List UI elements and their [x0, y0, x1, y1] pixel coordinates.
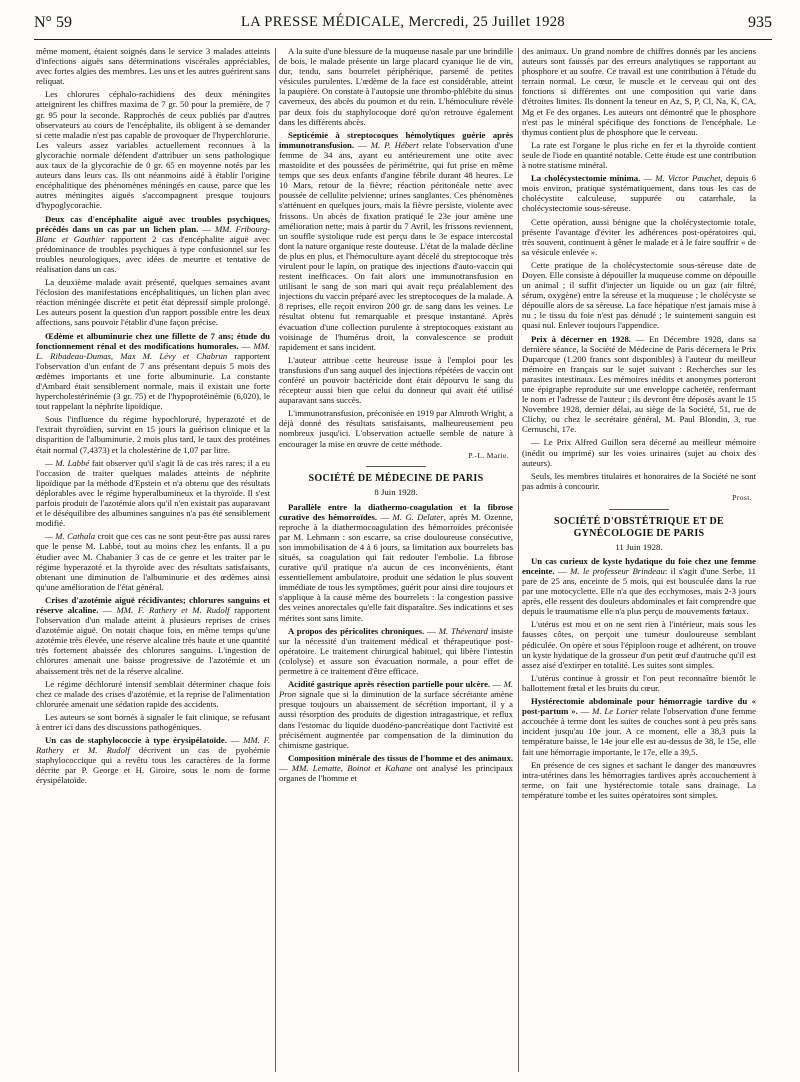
- commenter: — M. Cathala: [45, 531, 96, 542]
- article-body: , depuis 6 mois environ, pratique systématiquement, dans tous les cas de cholécystite calculeuse, suppurée ou catarrhale, la cholécystectomie sous-séreuse.: [522, 173, 756, 214]
- column-2: [279, 46, 513, 1076]
- article-body: ont analysé les principaux organes de l'homme et: [279, 762, 513, 783]
- issue-number: N° 59: [34, 14, 72, 31]
- column-divider-1: [275, 48, 276, 1072]
- article-entry: [36, 458, 270, 529]
- column-3: [522, 46, 756, 1076]
- paragraph: En présence de ces signes et sachant le danger des manœuvres intra-utérines dans les hémorragies tardives après accouchement à terme, on fait une hystérectomie totale sans drainage. La température tombe et les suites opératoires sont simples.: [522, 759, 756, 800]
- paragraph: Cette pratique de la cholécystectomie sous-séreuse date de Doyen. Elle consiste à dépouiller la muqueuse comme on dépouille un animal ; il suffit d'injecter un liquide ou un gaz (air filtré, sérum, oxygène) entre la séreuse et la muqueuse ; le cholécyste se dépouille alors de sa séreuse. La face hépatique n'est jamais mise à nu ; le tissu du foie n'est pas dénudé ; le suintement sanguin est quasi nul. Enlever toujours l'appendice.: [522, 259, 756, 331]
- society-title: SOCIÉTÉ D'OBSTÉTRIQUE ET DE GYNÉCOLOGIE DE PARIS: [554, 515, 724, 539]
- article-entry: Un cas de staphylococcie à type érysipélatoïde. — MM. F. Rathery et M. Rudolf décrivent un cas de pyohémie staphylococcique qui a revêtu tous les caractères de la forme décrite par P. George et H. Giroire, sous le nom de forme érysipélatoïde.: [36, 735, 270, 786]
- article-body: décrivent un cas de pyohémie staphylococcique qui a revêtu tous les caractères de la forme décrite par P. George et H. Giroire, sous le nom de forme érysipélatoïde.: [36, 745, 270, 786]
- article-entry: La cholécystectomie minima. — M. Victor Pauchet, depuis 6 mois environ, pratique systématiquement, dans tous les cas de cholécystite calculeuse, suppurée ou catarrhale, la cholécystectomie sous-séreuse.: [522, 173, 756, 214]
- article-title: Œdème et albuminurie chez une fillette de 7 ans; étude du fonctionnement rénal et des modifications humorales.: [36, 330, 270, 351]
- article-title: Parallèle entre la diathermo-coagulation et la fibrose curative des hémorroïdes.: [279, 501, 513, 522]
- article-entry: Œdème et albuminurie chez une fillette de 7 ans; étude du fonctionnement rénal et des modifications humorales. — MM. L. Ribadeau-Dumas, Max M. Lévy et Chabrun rapportent l'observation d'un enfant de 7 ans présentant depuis 5 mois des œdèmes importants et une forte albuminurie. La constante d'Ambard était sensiblement normale, mais il existait une forte hypercholestérinémie (3 gr. 75) et de l'hypoprotéinémie (6,020), le tout rappelant la néphrite lipoïdique.: [36, 330, 270, 412]
- paragraph: des animaux. Un grand nombre de chiffres donnés par les anciens auteurs sont faussés par des erreurs analytiques se rapportant au phosphore et au soufre. Ce travail est une contribution à l'étude du terrain normal. Le cœur, le muscle et le cerveau qui ont des fonctions si différentes ont une composition qui varie dans d'étroites limites. Ils donnent la teneur en Az, S, P, Cl, Na, K, CA, Mg et Fe des organes. Les auteurs ont démontré que le phosphore n'est pas le minéral spécifique des fonctions de l'encéphale. Le thymus contient plus de phosphore que le cerveau.: [522, 46, 756, 137]
- article-title: Composition minérale des tissus de l'homme et des animaux.: [288, 752, 513, 763]
- article-authors: MM. F. Rathery et M. Rudolf: [36, 735, 270, 756]
- header-rule: [34, 39, 772, 40]
- column-1: [36, 46, 270, 1076]
- article-body: — En Décembre 1928, dans sa dernière séance, la Société de Médecine de Paris décernera le Prix Duparcque (1.200 francs sont disponibles) à l'auteur du meilleur mémoire en français sur le sujet suivant : Recherches sur les parasites intestinaux. Les mémoires inédits et anonymes porteront une épigraphe reproduite sur une enveloppe cachetée, renfermant le nom et l'adresse de l'auteur ; ils devront être déposés avant le 15 Novembre 1928, dernier délai, au siège de la Société, 51, rue de Clichy, ou chez le secrétaire général, M. Paul Blondin, 3, rue Cernuschi, 17e.: [522, 333, 756, 435]
- paragraph: — Le Prix Alfred Guillon sera décerné au meilleur mémoire (inédit ou imprimé) sur les voies urinaires (sujet au choix des auteurs).: [522, 437, 756, 468]
- article-title: Hystérectomie abdominale pour hémorragie tardive du « post-partum ».: [522, 696, 756, 717]
- article-body: rapportent l'observation d'un malade atteint à plusieurs reprises de crises d'azotémie aiguë. On notait chaque fois, en même temps qu'une azotémie très élevée, une réserve alcaline très haute et une quantité très fortement abaissée des chlorures sanguins. L'ingestion de chlorures amenait une baisse progressive de l'azotémie et un abaissement très net de la réserve alcaline.: [36, 604, 270, 676]
- article-entry: Hystérectomie abdominale pour hémorragie tardive du « post-partum ». — M. Le Lorier relate l'observation d'une femme accouchée à terme dont les suites de couches sont à peu près sans incident jusqu'au 10e jour. A ce moment, elle a 38,3 puis la température baisse, le 14e jour elle est au-dessus de 38, le 15e, elle fait une hémorragie importante, le 17e, elle a 39,5.: [522, 696, 756, 757]
- paragraph: Les auteurs se sont bornés à signaler le fait clinique, se refusant à entrer ici dans des discussions pathogéniques.: [36, 711, 270, 732]
- article-title: A propos des péricolites chroniques.: [288, 625, 425, 636]
- article-authors: M. Pron: [279, 679, 513, 700]
- article-authors: MM. Fribourg-Blanc et Gauthier: [36, 223, 270, 244]
- article-title: La cholécystectomie minima.: [531, 173, 641, 184]
- page-number: 935: [748, 14, 772, 31]
- article-title: Deux cas d'encéphalite aiguë avec troubles psychiques, précédés dans un cas par un lichen plan.: [36, 213, 270, 234]
- article-title: Prix à décerner en 1928.: [531, 333, 631, 344]
- paragraph: A la suite d'une blessure de la muqueuse nasale par une brindille de bois, le malade présente un large placard cyanique lie de vin, dur, tendu, sans bourrelet périphérique, parsemé de petites vésicules purulentes. L'œdème de la face est considérable, atteint la paupière. On constate à l'autopsie une thrombo-phlébite du sinus caverneux, des abcès du poumon et du rein. L'hémoculture révèle par deux fois du staphylocoque doré qu'on retrouve également dans les différents abcès.: [279, 46, 513, 127]
- signature: P.-L. Marie.: [468, 450, 509, 460]
- article-entry: [522, 334, 756, 435]
- paragraph: même moment, étaient soignés dans le service 3 malades atteints d'infections aiguës sans déterminations viscérales appréciables, avec fortes algies des membres. Les uns et les autres guérirent sans reliquat.: [36, 46, 270, 87]
- article-body: relate l'observation d'une femme de 34 ans, ayant eu antérieurement une otite avec mastoïdite et des poussées de périmétrite, qui fut prise en même temps que ses deux enfants d'angine fébrile durant 48 heures. Le 10 Mars, retour de la fièvre; réaction péritonéale nette avec poussée de cellulite pelvienne; urines sanglantes. Ces phénomènes s'atténuent en quelques jours, mais la fièvre persiste, violente avec frissons. Un abcès de fixation pratiqué le 23e jour amène une amélioration nette; mais à partir du 7 Avril, les frissons reviennent, un souffle systolique rude est perçu dans le 3e espace intercostal dont la nature organique reste douteuse. L'état de la malade décline de plus en plus, et l'hémoculture ayant décelé du streptocoque très virulent pour le lapin, on pratique des injections d'auto-vaccin qui restent inefficaces. On fait alors une immunotransfusion en utilisant le sang de son mari qui avait reçu préalablement des injections du vaccin préparé avec les streptocoques de la malade. A 8 reprises, elle reçoit environ 200 gr. de sang dans les veines. Le résultat obtenu fut remarquable et presque instantané. Après évacuation d'une collection purulente à streptocoques existant au voisinage de l'humérus droit, la convalescence se produit rapidement et sans incident.: [279, 139, 513, 352]
- paragraph: La deuxième malade avait présenté, quelques semaines avant l'éclosion des manifestations encéphalitiques, un lichen plan avec réaction méningée discrète et petit état dépressif simple prolongé. Les auteurs posent la question d'un rapport possible entre les deux affections, sans pouvoir l'établir d'une façon précise.: [36, 277, 270, 328]
- article-title: Un cas de staphylococcie à type érysipélatoïde.: [45, 735, 227, 746]
- paragraph: L'immunotransfusion, préconisée en 1919 par Almroth Wright, a déjà donné des résultats satisfaisants, malheureusement peu nombreux jusqu'ici. L'observation actuelle semble de nature à encourager la mise en œuvre de cette méthode.: [279, 408, 513, 449]
- article-authors: MM. Lematte, Boinot et Kahane: [291, 762, 413, 773]
- article-authors: M. P. Hébert: [370, 139, 419, 150]
- paragraph: La rate est l'organe le plus riche en fer et la thyroïde contient seule de l'iode en quantité notable. Cette étude est une contribution à notre statisme minéral.: [522, 139, 756, 171]
- section-rule: [609, 509, 669, 510]
- article-entry: Acidité gastrique après résection partielle pour ulcère. — M. Pron signale que si la diminution de la surface sécrétante amène presque toujours un abaissement de sécrétion important, il y a aussi résorption des produits de digestion intragastrique, et reflux dans l'estomac du liquide duodéno-pancréatique dont l'activité est précisément augmentée par compensation de la diminution du chimisme gastrique.: [279, 679, 513, 750]
- article-entry: Parallèle entre la diathermo-coagulation et la fibrose curative des hémorroïdes. — M. G. Delater, après M. Ozenne, reproche à la diathermocoagulation des hémorroïdes préconisée par M. Lehmann : son escarre, sa crise douloureuse consécutive, son immobilisation de 4 à 6 jours, sa limitation aux bourrelets bas situés, sa coagulation qui fait redouter l'embolie. La fibrose curative qu'il pratique n'a aucun de ces inconvénients, étant essentiellement ambulatoire, produit une sédation le plus souvent immédiate de tous les symptômes, guérit pour ainsi dire toujours et s'applique à la cause même des bourrelets : la congestion passive des veines anorectales qu'elle fait disparaître. Ses indications et ses mérites sont sans limite.: [279, 501, 513, 623]
- article-authors: M. Victor Pauchet: [655, 173, 721, 184]
- paragraph: L'utérus continue à grossir et l'on peut reconnaître bientôt le ballottement fœtal et les bruits du cœur.: [522, 672, 756, 693]
- signature: Prost.: [732, 492, 752, 502]
- article-authors: M. le professeur Brindeau: [570, 565, 665, 576]
- section-rule: [366, 466, 426, 467]
- journal-title: LA PRESSE MÉDICALE, Mercredi, 25 Juillet 1928: [240, 14, 566, 30]
- article-entry: [36, 531, 270, 592]
- article-authors: MM. F. Rathery et M. Rudolf: [116, 604, 230, 615]
- session-date: 11 Juin 1928.: [615, 541, 663, 552]
- paragraph: Les chlorures céphalo-rachidiens des deux méningites atteignirent les chiffres maxima de 7 gr. 50 pour la première, de 7 gr. 95 pour la seconde. Rapprochés de ceux publiés par d'autres observateurs au cours de l'encéphalite, ils obligent à se demander si cette maladie n'est pas capable de provoquer de l'hyperchlorurie. Les valeurs assez variables actuellement reconnues à la glycorachie normale défendent d'attribuer un sens pathologique aux taux de la glycorachie de 0 gr. 65 en moyenne notés par les auteurs dans leurs cas. Ils ont néanmoins aidé à établir l'origine encéphalitique des phénomènes méningés en cause, parce que les autres méningites aiguës s'accompagnent presque toujours d'hypoglycorachie.: [36, 89, 270, 211]
- comment-body: fait observer qu'il s'agit là de cas très rares; il a eu l'occasion de traiter quelques malades atteints de néphrite lipoïdique par la méthode d'Epstein et n'a obtenu que des résultats déplorables avec le régime hyperalbumineux et la thyroïde. Il s'est parfois produit de l'azotémie alors qu'il n'en existait pas auparavant et le déséquilibre des albumines sanguines n'a pas été sensiblement modifié.: [36, 457, 270, 529]
- page-header: [34, 8, 772, 42]
- column-divider-2: [518, 48, 519, 1072]
- article-body: rapportent l'observation d'un enfant de 7 ans présentant depuis 5 mois des œdèmes importants et une forte albuminurie. La constante d'Ambard était sensiblement normale, mais il existait une forte hypercholestérinémie (3 gr. 75) et de l'hypoprotéinémie (6,020), le tout rappelant la néphrite lipoïdique.: [36, 350, 270, 412]
- session-date: 8 Juin 1928.: [374, 487, 418, 498]
- article-entry: Crises d'azotémie aiguë récidivantes; chlorures sanguins et réserve alcaline. — MM. F. Rathery et M. Rudolf rapportent l'observation d'un malade atteint à plusieurs reprises de crises d'azotémie aiguë. On notait chaque fois, en même temps qu'une azotémie très élevée, une réserve alcaline très haute et une quantité très fortement abaissée des chlorures sanguins. L'ingestion de chlorures amenait une baisse progressive de l'azotémie et un abaissement très net de la réserve alcaline.: [36, 594, 270, 676]
- paragraph: Cette opération, aussi bénigne que la cholécystectomie totale, présente l'avantage d'éviter les adhérences post-opératoires qui, très souvent, continuent à gêner le malade et à le faire souffrir « de sa vésicule enlevée ».: [522, 216, 756, 257]
- article-authors: M. G. Delater: [392, 511, 444, 522]
- article-body: signale que si la diminution de la surface sécrétante amène presque toujours un abaissement de sécrétion important, il y a aussi résorption des produits de digestion intragastrique, et reflux dans l'estomac du liquide duodéno-pancréatique dont l'activité est précisément augmentée par compensation de la diminution du chimisme gastrique.: [279, 689, 513, 750]
- paragraph: Le régime déchloruré intensif semblait déterminer chaque fois chez ce malade des crises d'azotémie, et la reprise de l'alimentation chlorurée amenait une sédation rapide des accidents.: [36, 678, 270, 709]
- paragraph: L'auteur attribue cette heureuse issue à l'emploi pour les transfusions d'un sang auquel des injections répétées de vaccin ont conféré un pouvoir bactéricide dont était dépourvu le sang du récepteur aussi bien que celui du donneur qui avait été utilisé auparavant sans succès.: [279, 354, 513, 406]
- article-authors: M. Le Lorier: [592, 706, 639, 717]
- article-authors: M. Thévenard: [438, 625, 488, 636]
- paragraph: Sous l'influence du régime hypochloruré, hyperazoté et de l'extrait thyroïdien, survint en 15 jours la guérison clinique et la disparition de l'albuminurie. 2 mois plus tard, le taux des protéines était normal (7,4373) et la cholestérine de 1,07 par litre.: [36, 414, 270, 455]
- article-entry: A propos des péricolites chroniques. — M. Thévenard insiste sur la nécessité d'un traitement médical et thérapeutique post-opératoire. Le traitement chirurgical habituel, qui libère l'intestin (cololyse) et assure son évacuation normale, a pour effet de permettre à ce traitement d'être efficace.: [279, 625, 513, 677]
- article-body: , après M. Ozenne, reproche à la diathermocoagulation des hémorroïdes préconisée par M. Lehmann : son escarre, sa crise douloureuse consécutive, son immobilisation de 4 à 6 jours, sa limitation aux bourrelets bas situés, sa coagulation qui fait redouter l'embolie. La fibrose curative qu'il pratique n'a aucun de ces inconvénients, étant essentiellement ambulatoire, produit une sédation le plus souvent immédiate de tous les symptômes, guérit pour ainsi dire toujours et s'applique à la cause même des bourrelets : la congestion passive des veines anorectales qu'elle fait disparaître. Ses indications et ses mérites sont sans limite.: [279, 511, 513, 623]
- article-body: relate l'observation d'une femme accouchée à terme dont les suites de couches sont à peu près sans incident jusqu'au 10e jour. A ce moment, elle a 38,3 puis la température baisse, le 14e jour elle est au-dessus de 38, le 15e, elle fait une hémorragie importante, le 17e, elle a 39,5.: [522, 706, 756, 757]
- article-body: rapportent 2 cas d'encéphalite aiguë avec prédominance de troubles psychiques à type confusionnel sur les troubles neurologiques, avec idées de meurtre et tentative de réalisation dans un cas.: [36, 233, 270, 274]
- article-title: Septicémie à streptocoques hémolytiques guérie après immunotransfusion.: [279, 129, 513, 150]
- article-title: Acidité gastrique après résection partielle pour ulcère.: [288, 679, 491, 690]
- article-entry: Septicémie à streptocoques hémolytiques guérie après immunotransfusion. — M. P. Hébert relate l'observation d'une femme de 34 ans, ayant eu antérieurement une otite avec mastoïdite et des poussées de périmétrite, qui fut prise en même temps que ses deux enfants d'angine fébrile durant 48 heures. Le 10 Mars, retour de la fièvre; réaction péritonéale nette avec poussée de cellulite pelvienne; urines sanglantes. Ces phénomènes s'atténuent en quelques jours, mais la fièvre persiste, violente avec frissons. Un abcès de fixation pratiqué le 23e jour amène une amélioration nette; mais à partir du 7 Avril, les frissons reviennent, un souffle systolique rude est perçu dans le 3e espace intercostal dont la nature organique reste douteuse. L'état de la malade décline de plus en plus, et l'hémoculture ayant décelé du streptocoque très virulent pour le lapin, on pratique des injections d'auto-vaccin qui restent inefficaces. On fait alors une immunotransfusion en utilisant le sang de son mari qui avait reçu préalablement des injections du vaccin préparé avec les streptocoques de la malade. A 8 reprises, elle reçoit environ 200 gr. de sang dans les veines. Le résultat obtenu fut remarquable et presque instantané. Après évacuation d'une collection purulente à streptocoques existant au voisinage de l'humérus droit, la convalescence se produit rapidement et sans incident.: [279, 129, 513, 352]
- article-entry: Deux cas d'encéphalite aiguë avec troubles psychiques, précédés dans un cas par un lichen plan. — MM. Fribourg-Blanc et Gauthier rapportent 2 cas d'encéphalite aiguë avec prédominance de troubles psychiques à type confusionnel sur les troubles neurologiques, avec idées de meurtre et tentative de réalisation dans un cas.: [36, 213, 270, 274]
- article-body: insiste sur la nécessité d'un traitement médical et thérapeutique post-opératoire. Le traitement chirurgical habituel, qui libère l'intestin (cololyse) et assure son évacuation normale, a pour effet de permettre à ce traitement d'être efficace.: [279, 625, 513, 677]
- commenter: — M. Labbé: [45, 457, 90, 468]
- article-entry: Composition minérale des tissus de l'homme et des animaux. — MM. Lematte, Boinot et Kahane ont analysé les principaux organes de l'homme et: [279, 752, 513, 783]
- article-body: : il s'agit d'une Serbe, 11 pare de 25 ans, enceinte de 5 mois, qui est bousculée dans la rue par une motocyclette. Elle n'a que des ecchymoses, mais 2-3 jours après, elle ressent des douleurs abdominales et fait comprendre que depuis le traumatisme elle n'a plus perçu de mouvements fœtaux.: [522, 565, 756, 617]
- article-title: Un cas curieux de kyste hydatique du foie chez une femme enceinte.: [522, 555, 756, 576]
- society-title: SOCIÉTÉ DE MÉDECINE DE PARIS: [308, 473, 484, 485]
- paragraph: Seuls, les membres titulaires et honoraires de la Société ne sont pas admis à concourir.: [522, 470, 756, 491]
- article-authors: MM. L. Ribadeau-Dumas, Max M. Lévy et Chabrun: [36, 340, 270, 361]
- article-title: Crises d'azotémie aiguë récidivantes; chlorures sanguins et réserve alcaline.: [36, 594, 270, 615]
- comment-body: croit que ces cas ne sont peut-être pas aussi rares que le pense M. Labbé, tout au moins chez les enfants. Il a pu étudier avec M. Chabanier 3 cas de ce genre et les traiter par le régime hyperazoté et la thyroïde avec des résultats satisfaisants, obtenant une diminution de l'albuminurie et des œdèmes ainsi qu'une amélioration de l'état général.: [36, 531, 270, 592]
- article-entry: Un cas curieux de kyste hydatique du foie chez une femme enceinte. — M. le professeur Brindeau: il s'agit d'une Serbe, 11 pare de 25 ans, enceinte de 5 mois, qui est bousculée dans la rue par une motocyclette. Elle n'a que des ecchymoses, mais 2-3 jours après, elle ressent des douleurs abdominales et fait comprendre que depuis le traumatisme elle n'a plus perçu de mouvements fœtaux.: [522, 555, 756, 617]
- paragraph: L'utérus est mou et on ne sent rien à l'intérieur, mais sous les fausses côtes, on perçoit une tumeur douloureuse semblant pédiculée. On opère et sous l'épiploon rouge et adhérent, on trouve un kyste hydatique de la grosseur d'un petit œuf d'autruche qu'il est assez aisé d'extirper en totalité. Les suites sont simples.: [522, 619, 756, 670]
